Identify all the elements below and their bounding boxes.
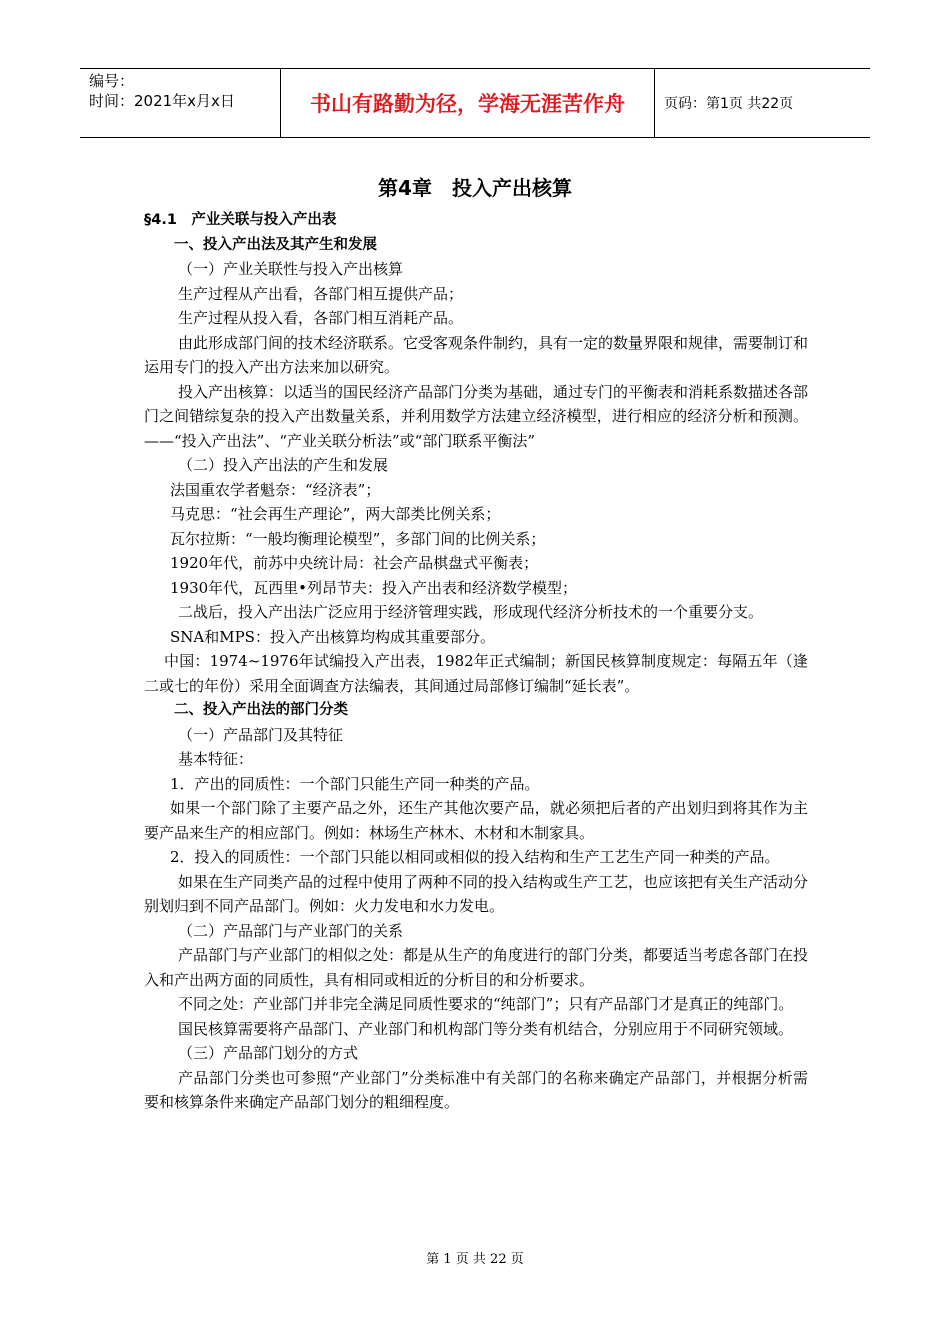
chapter-title: 第4章 投入产出核算 (378, 176, 572, 200)
page-header (80, 68, 870, 138)
paragraph: （二）产品部门与产业部门的关系 (178, 921, 404, 940)
document-date-label: 时间：2021年x月x日 (89, 92, 235, 110)
paragraph: （三）产品部门划分的方式 (178, 1044, 359, 1062)
document-number-label: 编号： (89, 72, 135, 90)
paragraph: 如果一个部门除了主要产品之外，还生产其他次要产品，就必须把后者的产出划归到将其作为主要产品来生产的相应部门。例如：林场生产林木、木材和木制家具。 (144, 799, 808, 842)
paragraph: 1930年代，瓦西里•列昂节夫：投入产出表和经济数学模型； (170, 578, 578, 597)
paragraph: 1920年代，前苏中央统计局：社会产品棋盘式平衡表； (170, 554, 539, 572)
paragraph: 产品部门与产业部门的相似之处：都是从生产的角度进行的部门分类，都要适当考虑各部门在投入和产出两方面的同质性，具有相同或相近的分析目的和分析要求。 (144, 946, 809, 989)
page-footer: 第 1 页 共 22 页 (426, 1252, 524, 1267)
section-heading: 二、投入产出法的部门分类 (174, 702, 348, 718)
paragraph: 法国重农学者魁奈：“经济表”； (170, 480, 381, 499)
paragraph: 国民核算需要将产品部门、产业部门和机构部门等分类有机结合，分别应用于不同研究领域。 (178, 1019, 794, 1038)
document-body (144, 208, 808, 1115)
paragraph: 瓦尔拉斯：“一般均衡理论模型”，多部门间的比例关系； (170, 529, 546, 548)
paragraph: （一）产业关联性与投入产出核算 (178, 260, 404, 278)
paragraph: 2．投入的同质性：一个部门只能以相同或相似的投入结构和生产工艺生产同一种类的产品。 (170, 848, 780, 866)
paragraph: 马克思：“社会再生产理论”，两大部类比例关系； (170, 505, 501, 523)
paragraph: SNA和MPS：投入产出核算均构成其重要部分。 (170, 627, 495, 646)
section-heading: §4.1 产业关联与投入产出表 (144, 212, 337, 228)
paragraph: （二）投入产出法的产生和发展 (178, 456, 389, 474)
paragraph: 二战后，投入产出法广泛应用于经济管理实践，形成现代经济分析技术的一个重要分支。 (178, 603, 764, 621)
paragraph: 生产过程从产出看，各部门相互提供产品； (178, 284, 464, 303)
paragraph: 由此形成部门间的技术经济联系。它受客观条件制约，具有一定的数量界限和规律，需要制订和运用专门的投入产出方法来加以研究。 (144, 333, 809, 376)
header-meta-cell (80, 69, 281, 137)
paragraph: 如果在生产同类产品的过程中使用了两种不同的投入结构或生产工艺，也应该把有关生产活动分别划归到不同产品部门。例如：火力发电和水力发电。 (144, 872, 809, 915)
paragraph: 产品部门分类也可参照“产业部门”分类标准中有关部门的名称来确定产品部门，并根据分析需要和核算条件来确定产品部门划分的粗细程度。 (144, 1068, 808, 1111)
paragraph: 中国：1974~1976年试编投入产出表，1982年正式编制；新国民核算制度规定：每隔五年（逢二或七的年份）采用全面调查方法编表，其间通过局部修订编制“延长表”。 (144, 652, 808, 695)
paragraph: （一）产品部门及其特征 (178, 725, 344, 744)
paragraph: 不同之处：产业部门并非完全满足同质性要求的“纯部门”；只有产品部门才是真正的纯部门。 (178, 995, 794, 1013)
header-motto: 书山有路勤为径，学海无涯苦作舟 (281, 69, 655, 137)
header-page-info: 页码：第1页 共22页 (664, 96, 794, 112)
paragraph: 基本特征： (178, 750, 254, 768)
section-heading: 一、投入产出法及其产生和发展 (174, 236, 377, 253)
paragraph: 1．产出的同质性：一个部门只能生产同一种类的产品。 (170, 774, 540, 793)
paragraph: 投入产出核算：以适当的国民经济产品部门分类为基础，通过专门的平衡表和消耗系数描述各部门之间错综复杂的投入产出数量关系，并利用数学方法建立经济模型，进行相应的经济分析和预测。——“投入产出法”、“产业关联分析法”或“部门联系平衡法” (144, 382, 809, 450)
paragraph: 生产过程从投入看，各部门相互消耗产品。 (178, 309, 464, 327)
